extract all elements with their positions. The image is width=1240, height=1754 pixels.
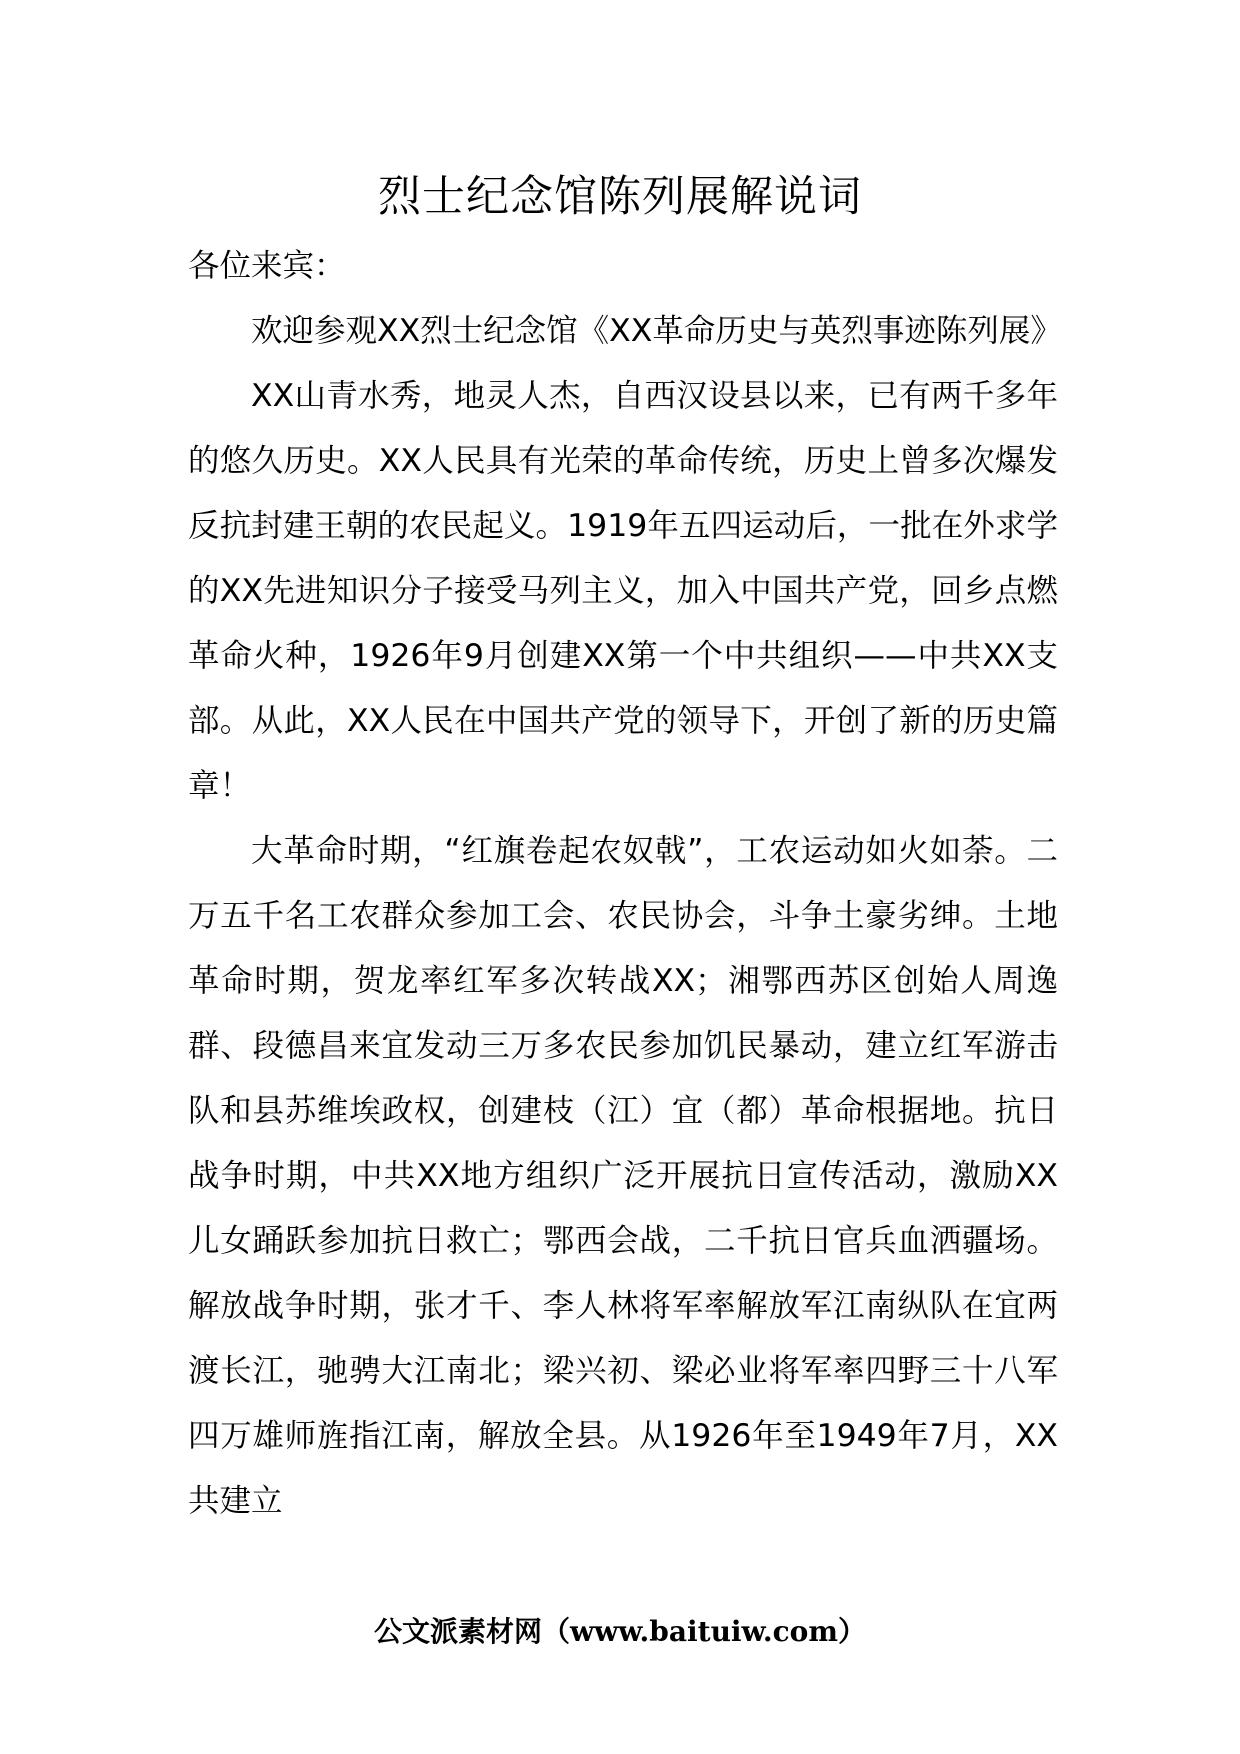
paragraph-history: XX山青水秀，地灵人杰，自西汉设县以来，已有两千多年的悠久历史。XX人民具有光荣的革命传统，历史上曾多次爆发反抗封建王朝的农民起义。1919年五四运动后，一批在外求学的XX先进知识分子接受马列主义，加入中国共产党，回乡点燃革命火种，1926年9月创建XX第一个中共组织——中共XX支部。从此，XX人民在中国共产党的领导下，开创了新的历史篇章！ xyxy=(188,378,1058,804)
footer-watermark: 公文派素材网（www.baituiw.com） xyxy=(374,1615,866,1648)
salutation: 各位来宾： xyxy=(188,248,346,284)
paragraph-welcome: 欢迎参观XX烈士纪念馆《XX革命历史与英烈事迹陈列展》 xyxy=(251,313,1062,349)
document-title: 烈士纪念馆陈列展解说词 xyxy=(378,172,862,222)
paragraph-revolution: 大革命时期，“红旗卷起农奴戟”，工农运动如火如荼。二万五千名工农群众参加工会、农民协会，斗争土豪劣绅。土地革命时期，贺龙率红军多次转战XX；湘鄂西苏区创始人周逸群、段德昌来宜发动三万多农民参加饥民暴动，建立红军游击队和县苏维埃政权，创建枝（江）宜（都）革命根据地。抗日战争时期，中共XX地方组织广泛开展抗日宣传活动，激励XX儿女踊跃参加抗日救亡；鄂西会战，二千抗日官兵血洒疆场。解放战争时期，张才千、李人林将军率解放军江南纵队在宜两渡长江，驰骋大江南北；梁兴初、梁必业将军率四野三十八军四万雄师旌指江南，解放全县。从1926年至1949年7月，XX共建立 xyxy=(188,833,1058,1519)
document-body xyxy=(188,234,1062,1534)
